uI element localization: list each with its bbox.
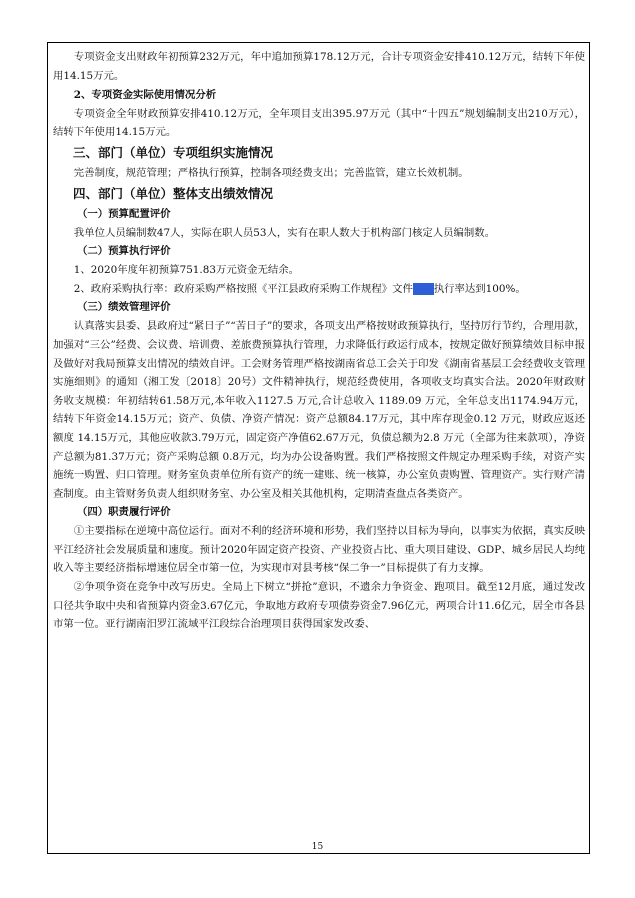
subheading-budget-allocation: （一）预算配置评价 [77,207,171,220]
paragraph-budget-allocation: 我单位人员编制数47人，实际在职人员53人，实有在职人数大于机构部门核定人员编制数。 [73,226,496,239]
paragraph-fund-usage: 专项资金全年财政预算安排410.12万元，全年项目支出395.97万元（其中“十四五”规划编制支出210万元），结转下年使用14.15万元。 [53,107,585,139]
paragraph-indicators: ①主要指标在逆境中高位运行。面对不利的经济环境和形势，我们坚持以目标为导向，以事实为依据，真实反映平江经济社会发展质量和速度。预计2020年固定资产投资、产业投资占比、重大项目建设、GDP、城乡居民人均纯收入等主要经济指标增速位居全市第一位，为实现市对县考核“保二争一”目标提供了有力支撑。 [53,525,585,575]
subheading-duty-performance: （四）职责履行评价 [77,506,171,519]
paragraph-performance-management: 认真落实县委、县政府过“紧日子”“苦日子”的要求，各项支出严格按财政预算执行，坚持厉行节约，合理用款，加强对“三公”经费、会议费、培训费、差旅费预算执行管理，力求降低行政运行成本，按规定做好预算绩效目标申报及做好对我局预算支出情况的绩效自评。工会财务管理严格按湖南省总工会关于印发《湖南省基层工会经费收支管理实施细则》的通知（湘工发〔2018〕20号）文件精神执行，规范经费使用，各项收支均真实合法。2020年财政财务收支规模：年初结转61.58万元,本年收入1127.5 万元,合计总收入 1189.09 万元，全年总支出1174.94万元，结转下年资金14.15万元；资产、负债、净资产情况：资产总额84.17万元，其中库存现金0.12 万元，财政应返还额度 14.15万元，其他应收款3.79万元，固定资产净值62.67万元，负债总额为2.8 万元（全部为往来款项），净资产总额为81.37万元；资产采购总额 0.8万元，均为办公设备购置。我们严格按照文件规定办理采购手续，对资产实施统一购置、归口管理。财务室负责单位所有资产的统一建账、统一核算，办公室负责购置、管理资产。实行财产清查制度。由主管财务负责人组织财务室、办公室及相关其他机构，定期清查盘点各类资产。 [53,320,585,500]
heading-section-4: 四、部门（单位）整体支出绩效情况 [73,185,274,201]
paragraph-initial-budget: 1、2020年度年初预算751.83万元资金无结余。 [73,264,300,277]
procurement-text-b: 执行率达到100%。 [433,282,526,295]
document-body [53,48,585,634]
procurement-text-a: 2、政府采购执行率：政府采购严格按照《平江县政府采购工作规程》文件 [73,282,413,295]
paragraph-funding-competition: ②争项争资在竞争中改写历史。全局上下树立“拼抢”意识，不遗余力争资金、跑项目。截至12月底，通过发改口径共争取中央和省预算内资金3.67亿元，争取地方政府专项债券资金7.96亿元，两项合计11.6亿元，居全市各县市第一位。亚行湖南汨罗江流域平江段综合治理项目获得国家发改委、 [53,581,585,631]
heading-fund-usage: 2、专项资金实际使用情况分析 [73,89,217,102]
paragraph-procurement-rate [53,280,585,299]
subheading-budget-execution: （二）预算执行评价 [77,245,171,258]
paragraph-special-fund-budget: 专项资金支出财政年初预算232万元，年中追加预算178.12万元，合计专项资金安排410.12万元，结转下年使用14.15万元。 [53,51,585,82]
paragraph-section-3: 完善制度，规范管理；严格执行预算，控制各项经费支出；完善监管，建立长效机制。 [73,166,469,179]
subheading-performance-management: （三）绩效管理评价 [77,301,171,314]
highlighted-text: 精神 [412,282,434,295]
page-number: 15 [311,842,324,852]
heading-section-3: 三、部门（单位）专项组织实施情况 [73,144,274,160]
